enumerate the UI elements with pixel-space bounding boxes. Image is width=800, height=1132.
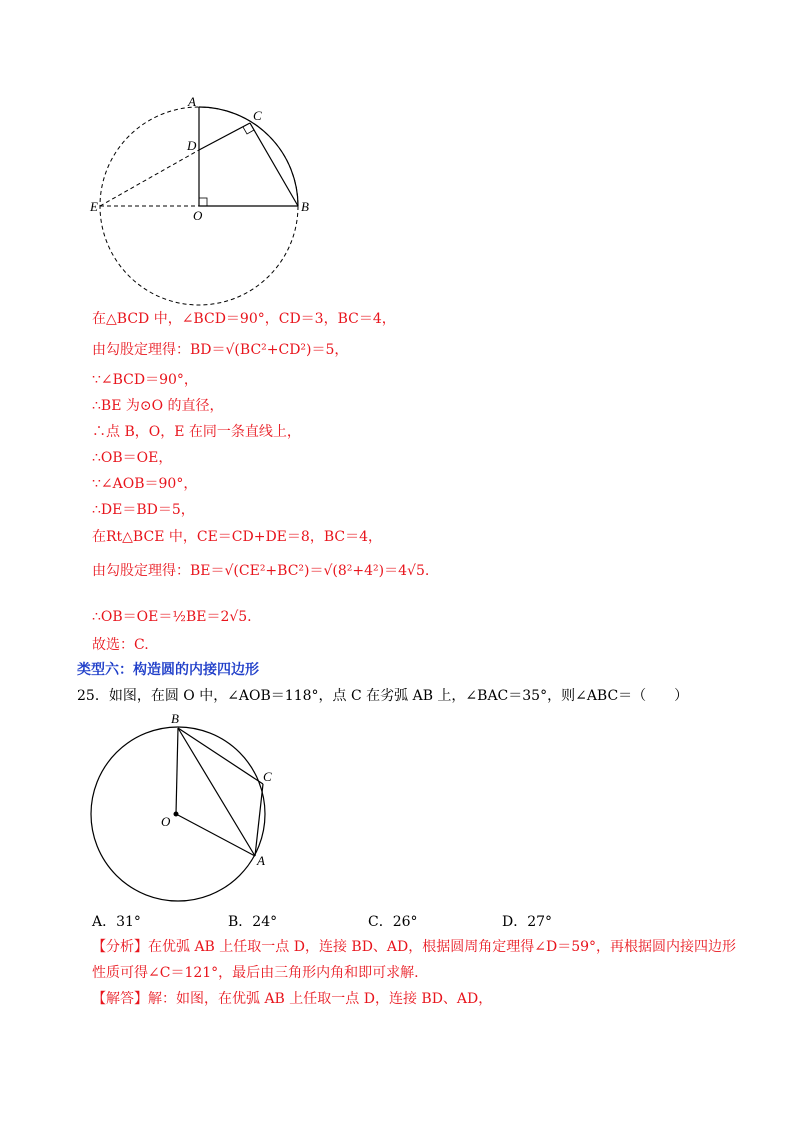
solution-line-3: ∵∠BCD＝90°， (92, 372, 198, 388)
label-c: C (253, 108, 262, 123)
label-a2: A (257, 853, 265, 868)
analysis-line-1 (92, 937, 736, 957)
solution-line-4: ∴BE 为⊙O 的直径， (92, 398, 224, 414)
analysis-text-1: 在优弧 AB 上任取一点 D，连接 BD、AD，根据圆周角定理得∠D＝59°，再根据圆内接四边形 (148, 939, 737, 955)
solution-line-1: 在△BCD 中，∠BCD＝90°，CD＝3，BC＝4， (92, 311, 396, 327)
option-b[interactable]: B．24° (228, 914, 278, 930)
label-d: D (187, 138, 197, 153)
segment-cb (250, 123, 298, 206)
solution-line-6: ∴OB＝OE， (92, 450, 173, 466)
label-b: B (301, 199, 309, 214)
solution-line-7: ∵∠AOB＝90°， (92, 476, 198, 492)
solid-arc (199, 107, 298, 206)
segment-oa (176, 814, 255, 856)
segment-ba (178, 728, 255, 856)
solution-line-12: 故选：C. (92, 637, 149, 653)
right-angle-o (199, 198, 207, 206)
solution-line-10: 由勾股定理得：BE＝√(CE²+BC²)＝√(8²+4²)＝4√5. (92, 563, 430, 579)
figure-circle-2 (85, 708, 305, 908)
answer-text: 解：如图，在优弧 AB 上任取一点 D，连接 BD、AD， (148, 991, 493, 1007)
answer-tag: 【解答】 (92, 991, 148, 1007)
center-dot (174, 812, 179, 817)
label-a: A (188, 94, 196, 109)
segment-ed (100, 150, 199, 206)
label-o: O (193, 208, 203, 223)
segment-bo (176, 728, 178, 814)
solution-line-2: 由勾股定理得：BD＝√(BC²+CD²)＝5， (92, 342, 349, 358)
option-d[interactable]: D．27° (502, 914, 553, 930)
solution-line-11: ∴OB＝OE＝½BE＝2√5. (92, 609, 252, 625)
segment-dc (199, 123, 250, 150)
label-e: E (90, 199, 98, 214)
option-c[interactable]: C．26° (368, 914, 418, 930)
segment-bc (178, 728, 263, 784)
label-o2: O (161, 814, 171, 829)
label-c2: C (263, 769, 272, 784)
section-title: 类型六：构造圆的内接四边形 (77, 662, 259, 678)
analysis-line-2: 性质可得∠C＝121°，最后由三角形内角和即可求解. (92, 965, 419, 981)
option-a[interactable]: A．31° (92, 914, 141, 930)
question-25: 25．如图，在圆 O 中，∠AOB＝118°，点 C 在劣弧 AB 上，∠BAC＝35°，则∠ABC＝（ ） (77, 688, 689, 704)
label-b2: B (171, 711, 179, 726)
solution-line-5: ∴点 B，O，E 在同一条直线上， (92, 424, 301, 440)
figure-circle-1 (80, 90, 320, 310)
answer-line (92, 989, 492, 1009)
solution-line-8: ∴DE＝BD＝5， (92, 502, 195, 518)
analysis-tag: 【分析】 (92, 939, 148, 955)
solution-line-9: 在Rt△BCE 中，CE＝CD+DE＝8，BC＝4， (92, 529, 382, 545)
